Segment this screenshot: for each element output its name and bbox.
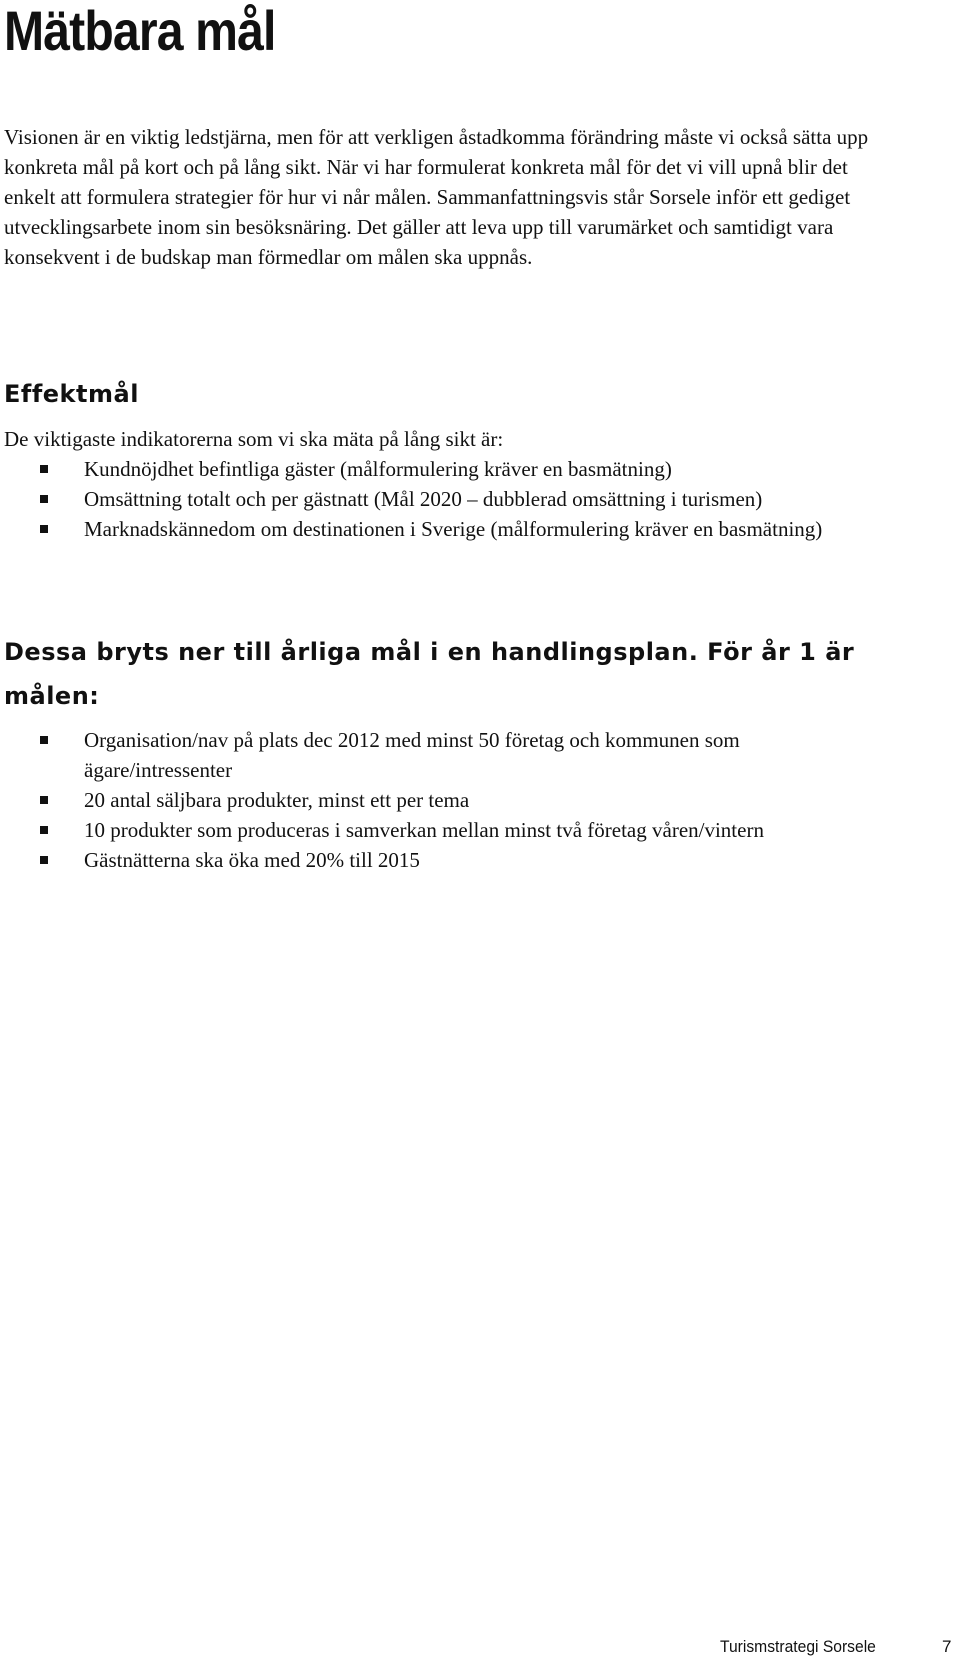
list-item <box>40 725 890 785</box>
list-item <box>40 454 890 484</box>
list-item <box>40 815 890 845</box>
list-item-text: 10 produkter som produceras i samverkan mellan minst två företag våren/vintern <box>84 818 764 842</box>
list-item-text: 20 antal säljbara produkter, minst ett per tema <box>84 788 470 812</box>
annual-goals-list <box>40 725 890 875</box>
list-item-text: Organisation/nav på plats dec 2012 med minst 50 företag och kommunen som ägare/intressenter <box>84 728 740 782</box>
square-bullet-icon <box>40 495 48 503</box>
list-item <box>40 785 890 815</box>
footer-page-number: 7 <box>942 1637 952 1656</box>
effektmal-heading: Effektmål <box>4 380 139 408</box>
list-item-text: Marknadskännedom om destinationen i Sverige (målformulering kräver en basmätning) <box>84 517 823 541</box>
list-item <box>40 484 890 514</box>
intro-paragraph: Visionen är en viktig ledstjärna, men för att verkligen åstadkomma förändring måste vi också sätta upp konkreta mål på kort och på lång sikt. När vi har formulerat konkreta mål för det vi vill upnå blir det enkelt att formulera strategier för hur vi når målen. Sammanfattningsvis står Sorsele inför ett gediget utvecklingsarbete inom sin besöksnäring. Det gäller att leva upp till varumärket och samtidigt vara konsekvent i de budskap man förmedlar om målen ska uppnås. <box>4 125 869 269</box>
indicator-list <box>40 454 890 544</box>
square-bullet-icon <box>40 525 48 533</box>
list-item <box>40 845 890 875</box>
square-bullet-icon <box>40 465 48 473</box>
list-item-text: Kundnöjdhet befintliga gäster (målformulering kräver en basmätning) <box>84 457 672 481</box>
indicators-lead: De viktigaste indikatorerna som vi ska mäta på lång sikt är: <box>4 427 504 451</box>
list-item-text: Gästnätterna ska öka med 20% till 2015 <box>84 848 420 872</box>
page-title: Mätbara mål <box>4 0 276 62</box>
annual-goals-heading: Dessa bryts ner till årliga mål i en handlingsplan. För år 1 är målen: <box>4 638 855 710</box>
square-bullet-icon <box>40 736 48 744</box>
list-item-text: Omsättning totalt och per gästnatt (Mål 2020 – dubblerad omsättning i turismen) <box>84 487 763 511</box>
square-bullet-icon <box>40 796 48 804</box>
square-bullet-icon <box>40 856 48 864</box>
footer-document-title: Turismstrategi Sorsele <box>720 1637 876 1656</box>
list-item <box>40 514 890 544</box>
square-bullet-icon <box>40 826 48 834</box>
